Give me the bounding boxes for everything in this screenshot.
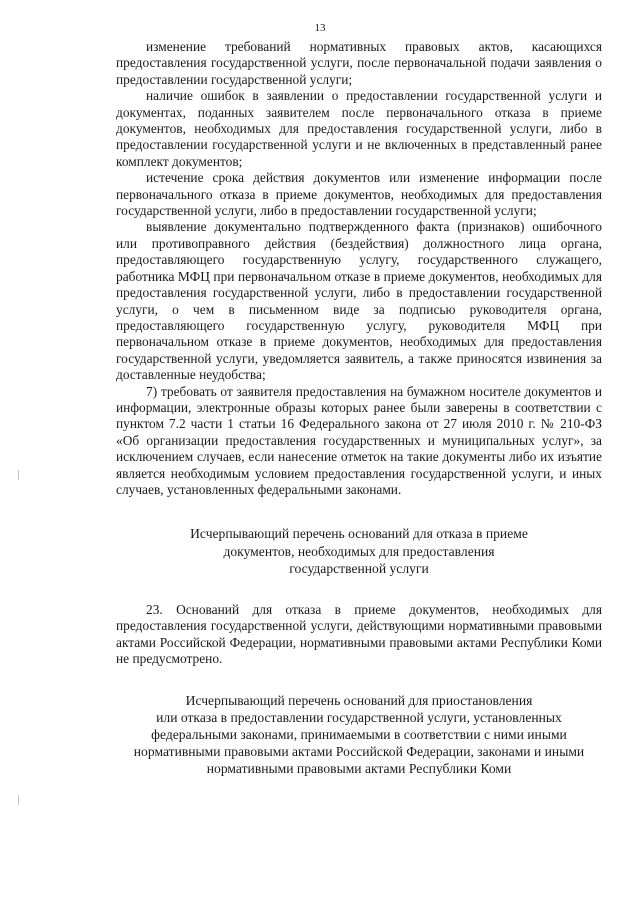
heading-line: федеральными законами, принимаемыми в соответствии с ними иными <box>151 727 567 743</box>
page-number: 13 <box>314 22 326 34</box>
document-body <box>116 39 602 778</box>
heading-line: государственной услуги <box>289 560 429 576</box>
body-paragraph: истечение срока действия документов или изменение информации после первоначального отказа в приеме документов, необходимых для предоставления государственной услуги, либо в предоставлении государственной услуги; <box>116 170 602 219</box>
heading-line: Исчерпывающий перечень оснований для отказа в приеме <box>190 526 528 542</box>
left-margin-mark <box>18 470 19 480</box>
heading-line: Исчерпывающий перечень оснований для приостановления <box>185 692 533 708</box>
section-heading <box>116 525 602 577</box>
body-paragraph: изменение требований нормативных правовых актов, касающихся предоставления государственной услуги, после первоначальной подачи заявления о предоставлении государственной услуги; <box>116 39 602 87</box>
heading-line: нормативными правовыми актами Российской Федерации, законами и иными <box>133 744 585 760</box>
paragraph-23: 23. Оснований для отказа в приеме документов, необходимых для предоставления государственной услуги, действующими нормативными правовыми актами Российской Федерации, нормативными правовыми актами Республики Коми не предусмотрено. <box>116 601 602 667</box>
heading-line: нормативными правовыми актами Республики Коми <box>206 761 512 777</box>
body-paragraph: выявление документально подтвержденного факта (признаков) ошибочного или противоправного действия (бездействия) должностного лица органа, предоставляющего государственную услугу, государственного служащего, работника МФЦ при первоначальном отказе в приеме документов, необходимых для предоставления государственной услуги, либо в предоставлении государственной услуги, о чем в письменном виде за подписью руководителя органа, предоставляющего государственную услугу, руководителя МФЦ при первоначальном отказе в приеме документов, необходимых для предоставления государственной услуги, уведомляется заявитель, а также приносятся извинения за доставленные неудобства; <box>116 219 602 383</box>
heading-line: или отказа в предоставлении государственной услуги, установленных <box>156 709 562 725</box>
heading-line: документов, необходимых для предоставления <box>223 543 495 559</box>
section-heading <box>116 692 602 778</box>
body-paragraph: наличие ошибок в заявлении о предоставлении государственной услуги и документах, поданных заявителем после первоначального отказа в приеме документов, необходимых для предоставления государственной услуги, либо в предоставлении государственной услуги и не включенных в представленный ранее комплект документов; <box>116 88 602 169</box>
left-margin-mark <box>18 795 19 805</box>
body-paragraph: 7) требовать от заявителя предоставления на бумажном носителе документов и информации, электронные образы которых ранее были заверены в соответствии с пунктом 7.2 части 1 статьи 16 Федерального закона от 27 июля 2010 г. № 210-ФЗ «Об организации предоставления государственных и муниципальных услуг», за исключением случаев, если нанесение отметок на такие документы либо их изъятие является необходимым условием предоставления государственной услуги, и иных случаев, установленных федеральными законами. <box>116 383 602 497</box>
